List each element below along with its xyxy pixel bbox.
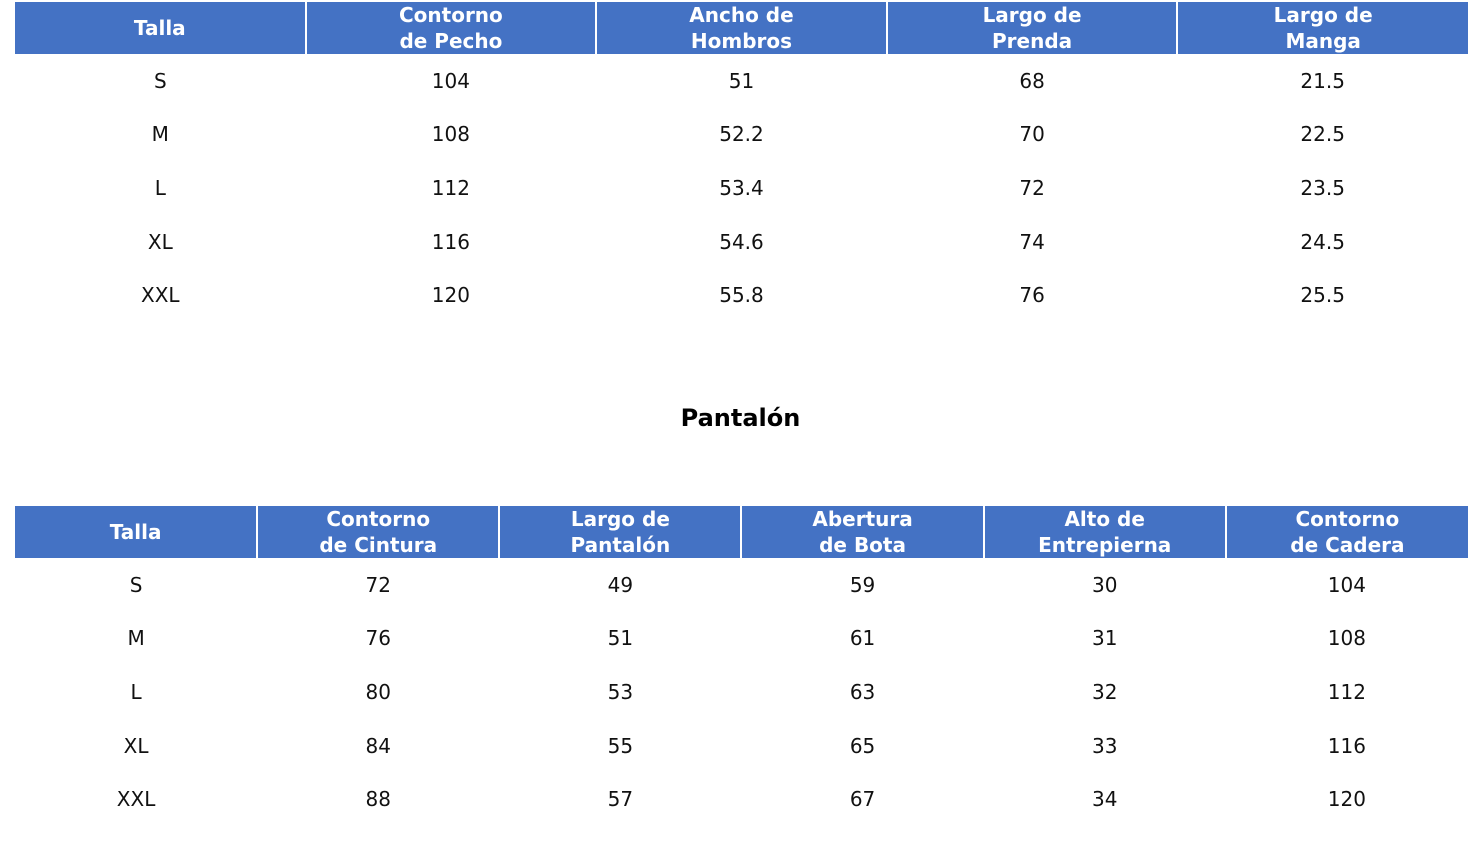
table-cell: 116	[1327, 733, 1366, 758]
table-cell: 34	[1091, 787, 1118, 812]
table-cell: 72	[365, 572, 391, 597]
table-cell: 67	[849, 787, 876, 812]
table-cell: 104	[431, 68, 470, 93]
table-cell: 30	[1091, 572, 1118, 597]
header-line: Hombros	[690, 29, 793, 53]
shirt-size-table	[15, 2, 1468, 322]
table-row	[15, 665, 1468, 719]
header-cell-leg-opening	[741, 506, 983, 558]
header-line: Prenda	[992, 29, 1073, 53]
table-cell: S	[153, 68, 167, 93]
header-line: Manga	[1285, 29, 1361, 53]
table-cell: M	[127, 626, 145, 651]
table-row	[15, 719, 1468, 773]
header-cell-garment-length	[887, 2, 1178, 54]
table-cell: 88	[365, 787, 391, 812]
header-cell-sleeve-length	[1177, 2, 1468, 54]
pants-section-title: Pantalón	[680, 404, 801, 432]
table-row	[15, 215, 1468, 269]
header-line: Largo de	[1273, 3, 1373, 27]
header-line: de Cintura	[319, 533, 438, 557]
header-cell-shoulders	[596, 2, 887, 54]
table-cell: 63	[849, 679, 876, 704]
table-cell: 53.4	[719, 175, 764, 200]
table-row	[15, 161, 1468, 215]
table-cell: 68	[1019, 68, 1045, 93]
table-cell: 112	[431, 175, 470, 200]
header-line: Contorno	[398, 3, 503, 27]
pants-table-header	[15, 506, 1468, 558]
table-cell: 59	[849, 572, 876, 597]
header-row	[15, 2, 1468, 54]
table-cell: 23.5	[1300, 175, 1345, 200]
header-cell-chest	[306, 2, 597, 54]
header-line: Talla	[133, 16, 186, 40]
table-cell: 49	[607, 572, 634, 597]
header-line: Ancho de	[689, 3, 794, 27]
table-cell: 108	[431, 122, 470, 147]
table-cell: 70	[1019, 122, 1045, 147]
header-cell-rise	[984, 506, 1226, 558]
table-cell: S	[129, 572, 143, 597]
table-cell: 22.5	[1300, 122, 1345, 147]
table-row	[15, 772, 1468, 826]
table-cell: 76	[365, 626, 391, 651]
table-cell: M	[151, 122, 169, 147]
header-cell-size	[15, 506, 257, 558]
header-line: de Bota	[819, 533, 906, 557]
shirt-table-body	[15, 54, 1468, 322]
header-line: Abertura	[812, 507, 913, 531]
table-cell: 33	[1091, 733, 1118, 758]
header-cell-size	[15, 2, 306, 54]
table-cell: 104	[1327, 572, 1366, 597]
table-cell: L	[130, 679, 142, 704]
pants-size-table	[15, 506, 1468, 826]
table-cell: XXL	[141, 283, 180, 308]
table-cell: 80	[365, 679, 391, 704]
header-line: Contorno	[326, 507, 431, 531]
table-cell: 54.6	[719, 229, 764, 254]
header-line: Entrepierna	[1038, 533, 1172, 557]
header-line: de Cadera	[1290, 533, 1405, 557]
header-cell-waist	[257, 506, 499, 558]
table-cell: 84	[365, 733, 391, 758]
table-cell: 52.2	[719, 122, 764, 147]
header-line: Largo de	[570, 507, 670, 531]
header-line: Largo de	[982, 3, 1082, 27]
pants-table-body	[15, 558, 1468, 826]
table-cell: 65	[849, 733, 876, 758]
table-cell: 112	[1327, 679, 1366, 704]
table-cell: 25.5	[1300, 283, 1345, 308]
table-cell: 72	[1019, 175, 1045, 200]
table-cell: 61	[849, 626, 876, 651]
table-row	[15, 108, 1468, 162]
header-line: Pantalón	[570, 533, 671, 557]
table-row	[15, 54, 1468, 108]
table-cell: 120	[1327, 787, 1366, 812]
header-cell-pants-length	[499, 506, 741, 558]
table-cell: L	[154, 175, 166, 200]
table-cell: 76	[1019, 283, 1045, 308]
table-cell: 51	[728, 68, 755, 93]
table-cell: 24.5	[1300, 229, 1345, 254]
table-cell: 51	[607, 626, 634, 651]
table-cell: XL	[123, 733, 149, 758]
table-cell: 108	[1327, 626, 1366, 651]
table-cell: 120	[431, 283, 470, 308]
table-cell: XL	[147, 229, 173, 254]
table-row	[15, 612, 1468, 666]
header-row	[15, 506, 1468, 558]
table-cell: 21.5	[1300, 68, 1345, 93]
table-cell: 57	[607, 787, 634, 812]
table-cell: XXL	[116, 787, 156, 812]
header-line: de Pecho	[399, 29, 503, 53]
table-cell: 116	[431, 229, 470, 254]
header-line: Alto de	[1064, 507, 1145, 531]
table-cell: 53	[607, 679, 634, 704]
table-cell: 74	[1019, 229, 1045, 254]
shirt-table-header	[15, 2, 1468, 54]
table-cell: 55.8	[719, 283, 764, 308]
table-cell: 31	[1091, 626, 1118, 651]
table-row	[15, 558, 1468, 612]
header-line: Contorno	[1295, 507, 1400, 531]
header-cell-hip	[1226, 506, 1468, 558]
table-cell: 32	[1091, 679, 1118, 704]
header-line: Talla	[109, 520, 162, 544]
table-cell: 55	[607, 733, 634, 758]
table-row	[15, 268, 1468, 322]
